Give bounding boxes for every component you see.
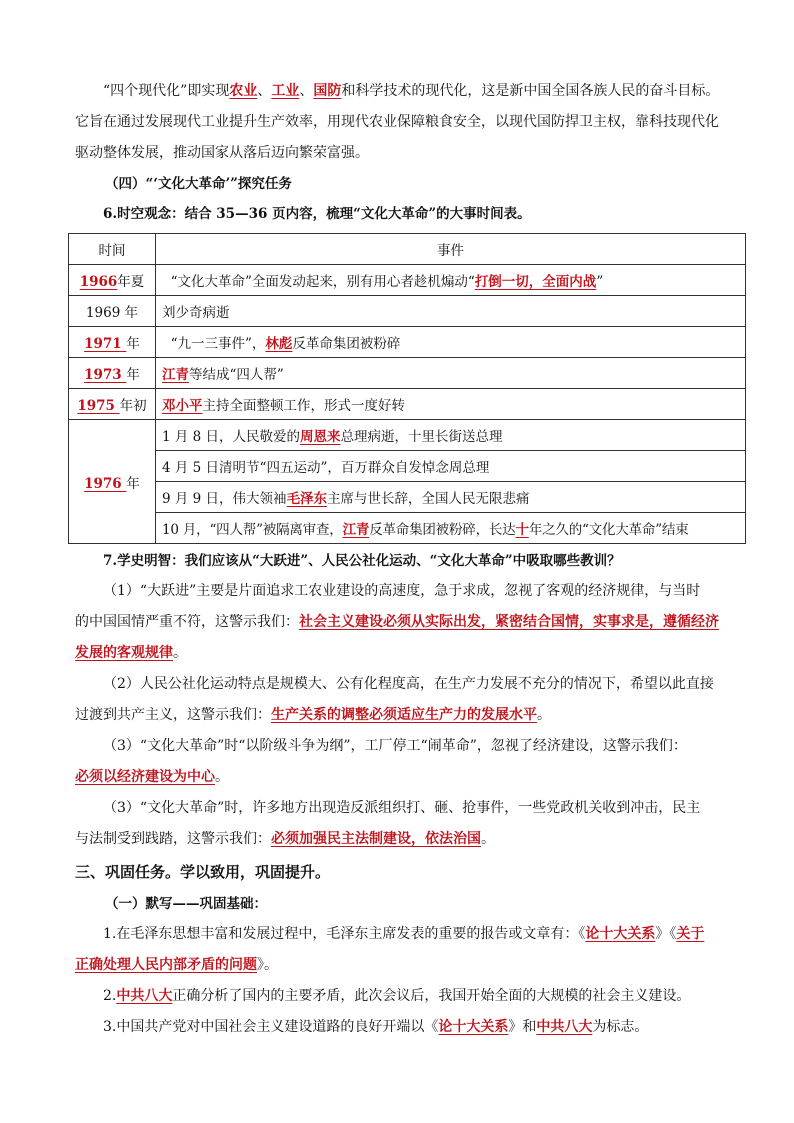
intro-paragraph-line-3: 驱动整体发展，推动国家从落后迈向繁荣富强。 — [75, 145, 369, 161]
document-page — [75, 76, 747, 1043]
row-time: 1975 年初 — [69, 389, 156, 420]
table-row — [69, 420, 746, 451]
question-6: 6.时空观念：结合 35—36 页内容，梳理“文化大革命”的大事时间表。 — [103, 206, 531, 222]
fill-3: 3.中国共产党对中国社会主义建设道路的良好开端以《论十大关系》和中共八大为标志。 — [103, 1019, 649, 1035]
table-row — [69, 389, 746, 420]
fill-1-line-2: 正确处理人民内部矛盾的问题》。 — [75, 957, 278, 973]
table-row — [69, 265, 746, 296]
table-row — [69, 513, 746, 544]
row-time: 1966年夏 — [69, 265, 156, 296]
row-event: 邓小平主持全面整顿工作，形式一度好转 — [156, 389, 746, 420]
row-event: 10 月，“四人帮”被隔离审查，江青反革命集团被粉碎，长达十年之久的“文化大革命”结束 — [156, 513, 746, 544]
answer-3-line-1: （3）“文化大革命”时“以阶级斗争为纲”，工厂停工“闹革命”，忽视了经济建设，这警示我们： — [103, 738, 687, 754]
row-event: 江青等结成“四人帮” — [156, 358, 746, 389]
header-event: 事件 — [156, 234, 746, 265]
section-3-heading: 三、巩固任务。学以致用，巩固提升。 — [75, 863, 331, 881]
table-row — [69, 482, 746, 513]
row-event: 9 月 9 日，伟大领袖毛泽东主席与世长辞，全国人民无限悲痛 — [156, 482, 746, 513]
table-header-row — [69, 234, 746, 265]
answer-4-line-1: （3）“文化大革命”时，许多地方出现造反派组织打、砸、抢事件，一些党政机关收到冲击，民主 — [103, 800, 701, 816]
fill-1-line-1: 1.在毛泽东思想丰富和发展过程中，毛泽东主席发表的重要的报告或文章有：《论十大关系》《关于 — [103, 926, 705, 942]
answer-4-line-2: 与法制受到践踏，这警示我们：必须加强民主法制建设，依法治国。 — [75, 831, 495, 847]
row-event: 刘少奇病逝 — [156, 296, 746, 327]
answer-2-line-2: 过渡到共产主义，这警示我们：生产关系的调整必须适应生产力的发展水平。 — [75, 707, 551, 723]
intro-paragraph-line-2: 它旨在通过发展现代工业提升生产效率，用现代农业保障粮食安全，以现代国防捍卫主权，靠科技现代化 — [75, 114, 719, 130]
section-4-heading: （四）“‘文化大革命’”探究任务 — [105, 176, 292, 192]
answer-defense: 国防 — [313, 83, 342, 99]
answer-2-line-1: （2）人民公社化运动特点是规模大、公有化程度高，在生产力发展不充分的情况下，希望以此直接 — [103, 676, 714, 692]
header-time: 时间 — [69, 234, 156, 265]
table-row — [69, 327, 746, 358]
row-event: “九一三事件”，林彪反革命集团被粉碎 — [156, 327, 746, 358]
fill-2: 2.中共八大正确分析了国内的主要矛盾，此次会议后，我国开始全面的大规模的社会主义建设。 — [103, 988, 691, 1004]
answer-1-line-3: 发展的客观规律。 — [75, 645, 187, 661]
answer-1-line-2: 的中国国情严重不符，这警示我们：社会主义建设必须从实际出发，紧密结合国情，实事求是，遵循经济 — [75, 614, 719, 630]
row-event: 1 月 8 日，人民敬爱的周恩来总理病逝，十里长街送总理 — [156, 420, 746, 451]
subsection-1-heading: （一）默写——巩固基础： — [105, 896, 267, 912]
row-event: “文化大革命”全面发动起来，别有用心者趁机煽动“打倒一切，全面内战” — [156, 265, 746, 296]
answer-1-line-1: （1）“大跃进”主要是片面追求工农业建设的高速度，急于求成，忽视了客观的经济规律，与当时 — [103, 583, 701, 599]
row-time: 1971 年 — [69, 327, 156, 358]
table-row — [69, 358, 746, 389]
row-time: 1976 年 — [69, 420, 156, 544]
row-time: 1969 年 — [69, 296, 156, 327]
row-event: 4 月 5 日清明节“四五运动”，百万群众自发悼念周总理 — [156, 451, 746, 482]
row-time: 1973 年 — [69, 358, 156, 389]
question-7: 7.学史明智：我们应该从“大跃进”、人民公社化运动、“文化大革命”中吸取哪些教训？ — [103, 553, 621, 569]
answer-industry: 工业 — [271, 83, 300, 99]
intro-paragraph-line-1: “四个现代化”即实现农业、工业、国防和科学技术的现代化，这是新中国全国各族人民的奋斗目标。 — [103, 83, 720, 99]
timeline-table — [68, 233, 746, 544]
table-row — [69, 451, 746, 482]
answer-agriculture: 农业 — [229, 83, 258, 99]
table-row — [69, 296, 746, 327]
answer-3-line-2: 必须以经济建设为中心。 — [75, 769, 229, 785]
